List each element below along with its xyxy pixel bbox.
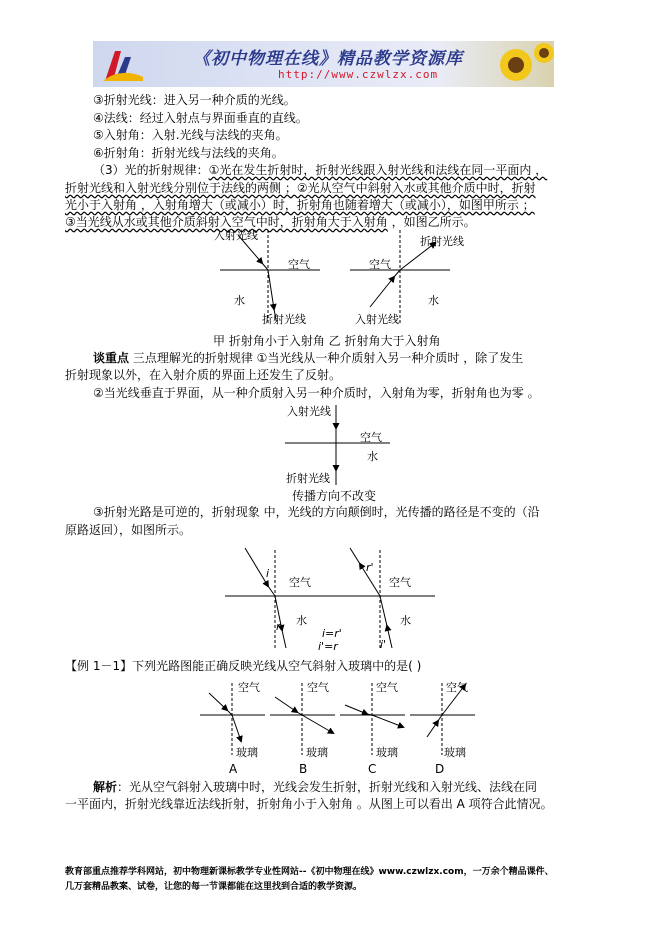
header-banner: [93, 41, 554, 87]
analysis-label: 解析: [93, 780, 118, 794]
option-label-d: D: [435, 762, 445, 776]
text-line: [93, 780, 537, 794]
text-fragment: 三点理解光的折射规律 ①当光线从一种介质射入另一种介质时 ，除了发生: [129, 351, 524, 365]
angle-r-label: r: [276, 620, 281, 633]
option-label-c: C: [368, 762, 377, 776]
equation: i'=r: [318, 640, 338, 653]
refracted-ray-label: 折射光线: [262, 313, 306, 326]
text-line: ⑤入射角：入射.光线与法线的夹角。: [93, 128, 288, 142]
water-label: 水: [367, 450, 378, 463]
angle-i-label: i: [266, 567, 270, 580]
water-label: 水: [234, 294, 245, 307]
text-line: ②当光线垂直于界面，从一种介质射入另一种介质时，入射角为零，折射角也为零 。: [93, 386, 540, 400]
air-label: 空气: [307, 681, 329, 694]
key-point-label: 谈重点: [93, 351, 130, 365]
refracted-ray-label: 折射光线: [420, 235, 464, 248]
example-question: 【例 1－1】下列光路图能正确反映光线从空气斜射入玻璃中的是( ): [65, 659, 422, 673]
refracted-ray-label: 折射光线: [286, 472, 330, 485]
rule-text: 折射光线和入射光线分别位于法线的两侧 ；②光从空气中斜射入水或其他介质中时，折射: [65, 181, 536, 195]
text-line: ③折射光路是可逆的，折射现象 中，光线的方向颠倒时，光传播的路径是不变的（沿: [93, 505, 540, 519]
air-label: 空气: [389, 576, 411, 589]
incident-ray-label: 入射光线: [214, 229, 258, 242]
text-line: ③折射光线：进入另一种介质的光线。: [93, 93, 296, 107]
text-line: 一平面内，折射光线靠近法线折射，折射角小于入射角 。从图上可以看出 A 项符合此情况。: [65, 797, 553, 811]
angle-i-prime-label: i': [380, 638, 387, 651]
air-label: 空气: [238, 681, 260, 694]
footer-text: 几万套精品教案、试卷，让您的每一节课都能在这里找到合适的教学资源。: [65, 882, 363, 892]
rule-text: ①光在发生折射时，折射光线跟入射光线和法线在同一平面内 ，: [208, 163, 548, 177]
glass-label: 玻璃: [444, 746, 466, 759]
figure-caption: 传播方向不改变: [292, 489, 377, 503]
text-line: [93, 163, 547, 177]
water-label: 水: [428, 294, 439, 307]
incident-ray-label: 入射光线: [287, 405, 331, 418]
text-line: 折射现象以外，在入射介质的界面上还发生了反射。: [65, 368, 342, 382]
air-label: 空气: [360, 431, 382, 444]
incident-ray-label: 入射光线: [355, 313, 399, 326]
text-fragment: ：光从空气斜射入玻璃中时，光线会发生折射，折射光线和入射光线、法线在同: [117, 780, 538, 794]
option-label-a: A: [229, 762, 238, 776]
glass-label: 玻璃: [236, 746, 258, 759]
banner-url: http://www.czwlzx.com: [278, 68, 439, 81]
rule-text: 光小于入射角 ，入射角增大（或减小）时，折射角也随着增大（或减小），如图甲所示 ；: [65, 198, 535, 212]
equation: i=r': [322, 627, 342, 640]
text-line: ④法线：经过入射点与界面垂直的直线。: [93, 111, 308, 125]
text-line: 原路返回），如图所示。: [65, 523, 192, 537]
water-label: 水: [400, 614, 411, 627]
glass-label: 玻璃: [306, 746, 328, 759]
banner-title: 《初中物理在线》精品教学资源库: [193, 49, 463, 69]
option-label-b: B: [299, 762, 308, 776]
text-line: ⑥折射角：折射光线与法线的夹角。: [93, 146, 284, 160]
air-label: 空气: [376, 681, 398, 694]
angle-r-prime-label: r': [366, 561, 374, 574]
sunflower-icon: [494, 41, 554, 87]
footer-text: 教育部重点推荐学科网站，初中物理新课标教学专业性网站--《初中物理在线》www.czwlzx.com，一万余个精品课件、: [65, 867, 554, 877]
section-label: （3）光的折射规律：: [93, 163, 209, 177]
air-label: 空气: [289, 576, 311, 589]
site-logo-icon: [101, 47, 145, 83]
glass-label: 玻璃: [376, 746, 398, 759]
water-label: 水: [296, 614, 307, 627]
air-label: 空气: [446, 681, 468, 694]
air-label: 空气: [288, 258, 310, 271]
figure-caption: 甲 折射角小于入射角 乙 折射角大于入射角: [213, 334, 441, 348]
text-line: [93, 351, 523, 365]
text-fragment: ，如图乙所示。: [387, 215, 476, 229]
air-label: 空气: [369, 258, 391, 271]
rule-text: ③当光线从水或其他介质斜射入空气中时，折射角大于入射角: [65, 215, 388, 229]
